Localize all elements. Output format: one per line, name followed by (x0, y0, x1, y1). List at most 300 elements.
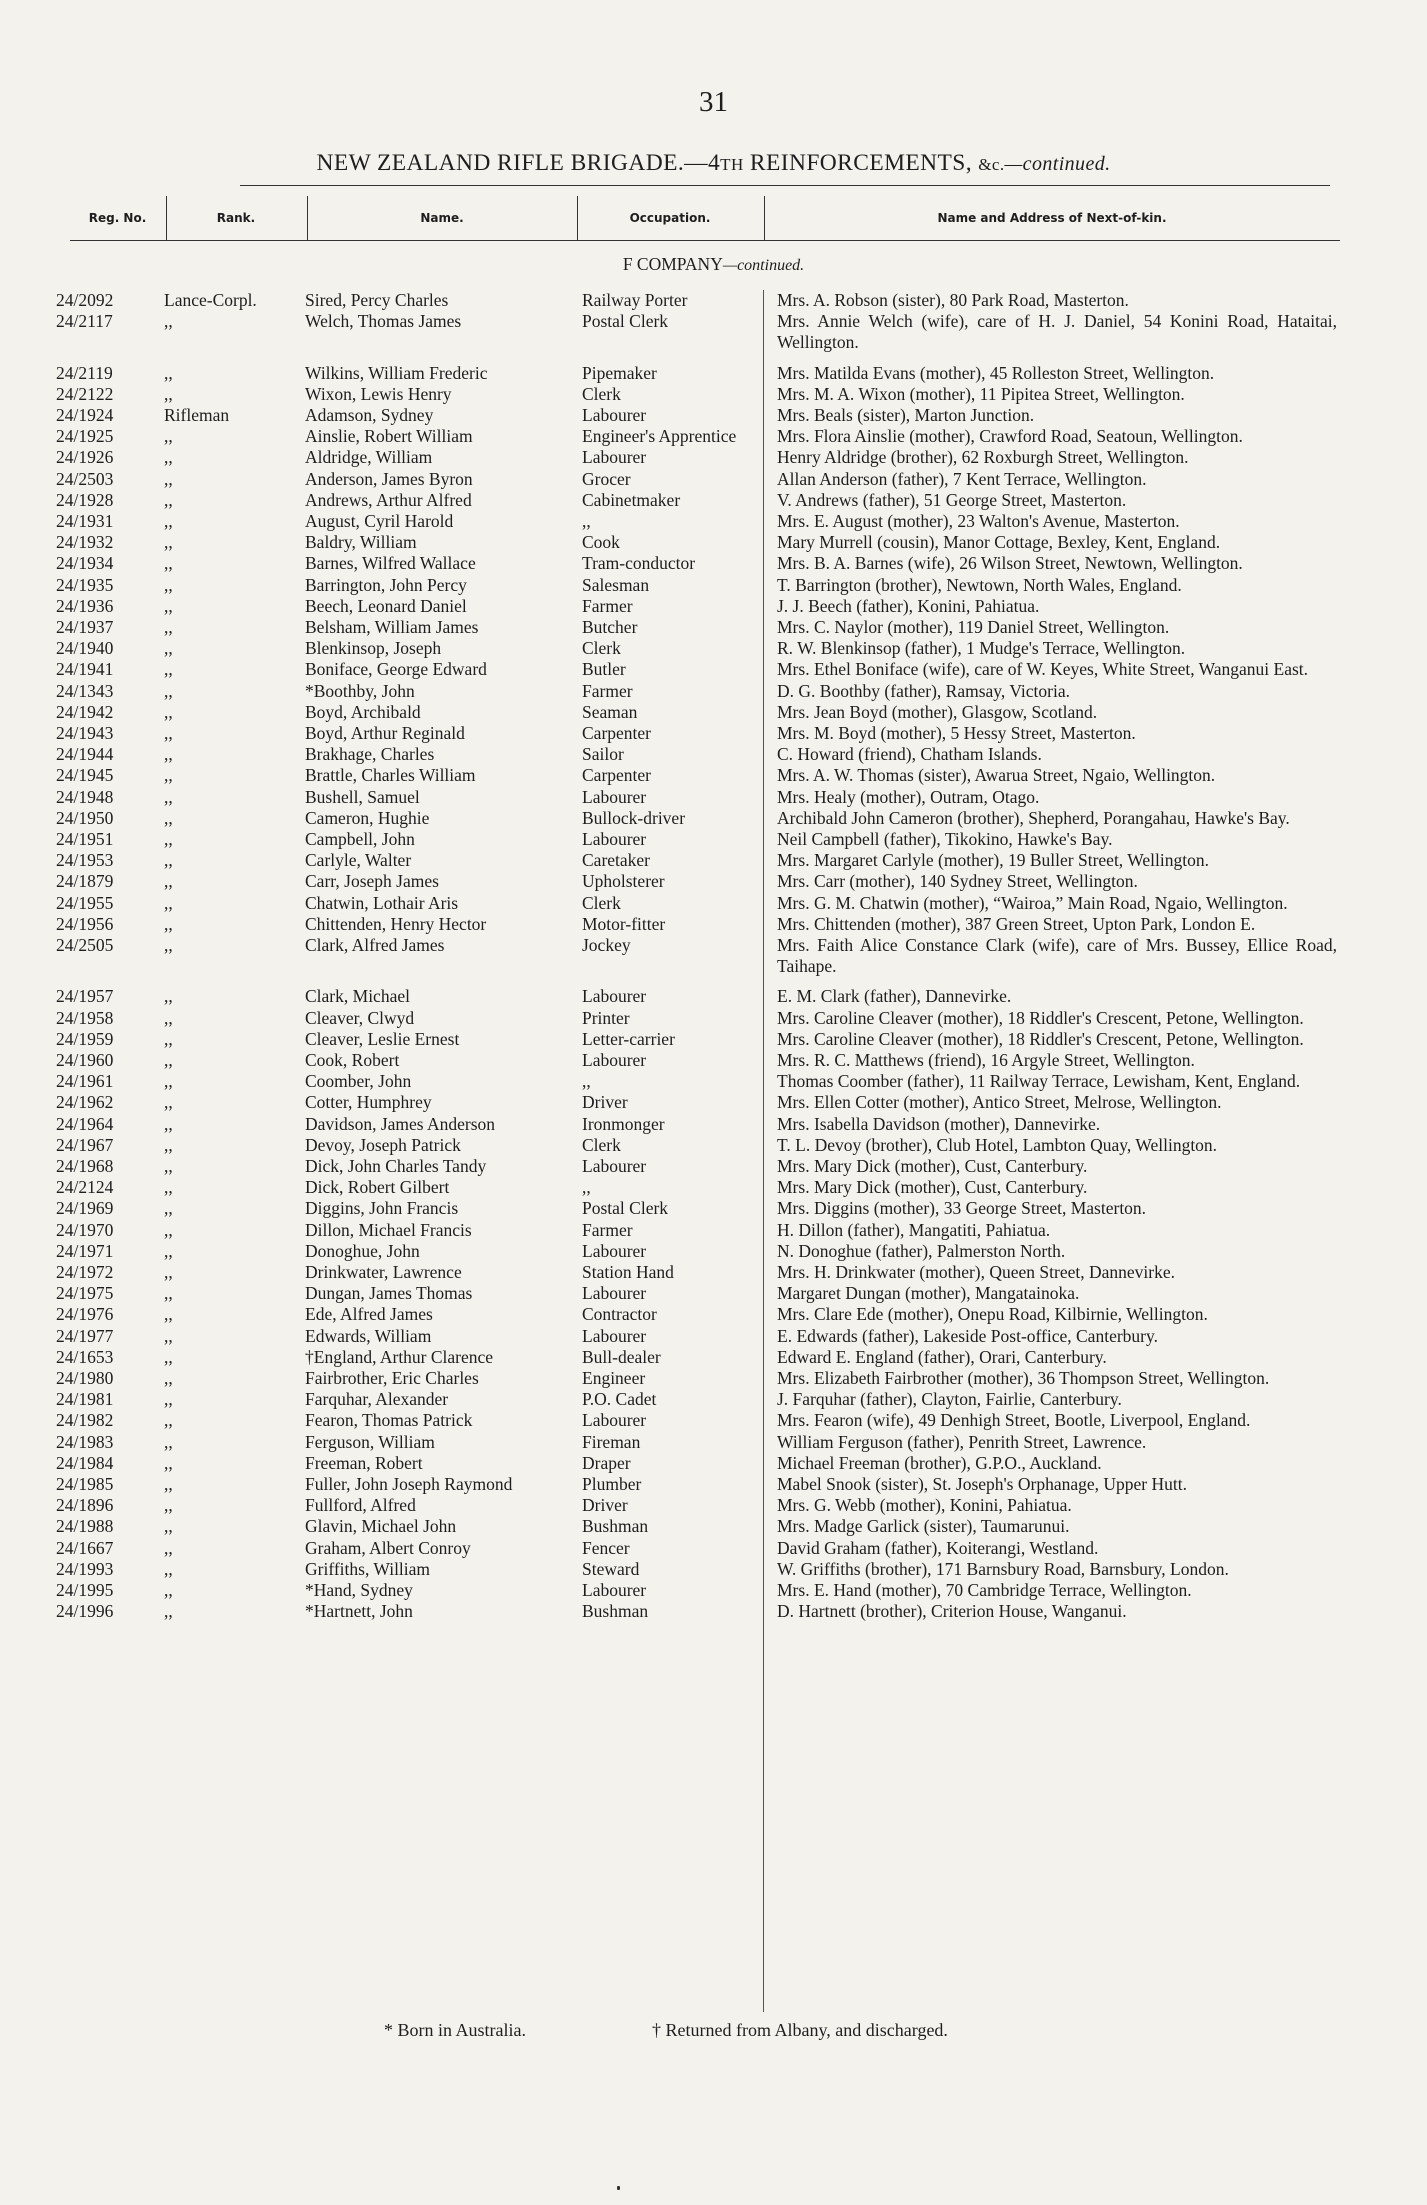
cell-reg-no: 24/1983 (56, 1431, 114, 1452)
cell-next-of-kin: Mrs. Beals (sister), Marton Junction. (777, 405, 1035, 425)
cell-rank: ,, (164, 850, 173, 871)
table-row (0, 290, 1427, 311)
table-row (0, 311, 1427, 353)
cell-name: Ferguson, William (305, 1431, 435, 1452)
cell-next-of-kin: William Ferguson (father), Penrith Street, Lawrence. (777, 1431, 1147, 1452)
cell-occupation: Labourer (582, 786, 647, 807)
table-row (0, 1283, 1427, 1304)
cell-occupation: Bullock-driver (582, 807, 686, 828)
cell-reg-no: 24/1961 (56, 1071, 114, 1092)
cell-reg-no: 24/1993 (56, 1558, 114, 1579)
cell-occupation: Bushman (582, 1601, 649, 1622)
header-reg-no: Reg. No. (88, 211, 147, 225)
cell-rank: ,, (164, 553, 173, 574)
cell-occupation: Butcher (582, 617, 638, 637)
cell-name: Carr, Joseph James (305, 871, 439, 892)
table-row (0, 1368, 1427, 1389)
cell-name: Fullford, Alfred (305, 1495, 416, 1516)
cell-rank: ,, (164, 1219, 173, 1240)
cell-name: Donoghue, John (305, 1240, 420, 1261)
cell-next-of-kin: Mrs. Matilda Evans (mother), 45 Rolleston Street, Wellington. (777, 362, 1215, 383)
cell-reg-no: 24/1937 (56, 617, 114, 637)
table-row (0, 914, 1427, 935)
cell-rank: ,, (164, 744, 173, 765)
cell-next-of-kin: Neil Campbell (father), Tikokino, Hawke's Bay. (777, 829, 1113, 849)
cell-name: Beech, Leonard Daniel (305, 595, 467, 616)
cell-next-of-kin: E. M. Clark (father), Dannevirke. (777, 986, 1012, 1007)
table-row (0, 1559, 1427, 1580)
cell-name: Brattle, Charles William (305, 765, 476, 786)
cell-occupation: Plumber (582, 1474, 642, 1494)
table-row (0, 405, 1427, 426)
cell-next-of-kin: Mrs. Madge Garlick (sister), Taumarunui. (777, 1516, 1070, 1537)
cell-reg-no: 24/1343 (56, 680, 114, 701)
cell-next-of-kin: Mrs. Margaret Carlyle (mother), 19 Buller Street, Wellington. (777, 850, 1209, 871)
cell-occupation: Postal Clerk (582, 1198, 669, 1219)
cell-next-of-kin: T. L. Devoy (brother), Club Hotel, Lambton Quay, Wellington. (777, 1134, 1218, 1155)
cell-occupation: Labourer (582, 1156, 647, 1176)
cell-rank: ,, (164, 1071, 173, 1092)
cell-next-of-kin: V. Andrews (father), 51 George Street, Masterton. (777, 489, 1127, 510)
cell-occupation: Engineer (582, 1368, 646, 1388)
section-label: F COMPANY (622, 254, 723, 274)
cell-name: Fairbrother, Eric Charles (305, 1368, 479, 1388)
cell-rank: ,, (164, 1452, 173, 1473)
cell-reg-no: 24/1943 (56, 723, 114, 743)
cell-occupation: Letter-carrier (582, 1028, 675, 1049)
cell-reg-no: 24/2503 (56, 468, 114, 489)
cell-name: Coomber, John (305, 1071, 412, 1092)
cell-occupation: Butler (582, 659, 626, 680)
header-occupation: Occupation. (629, 211, 711, 225)
cell-next-of-kin: Mrs. E. Hand (mother), 70 Cambridge Terrace, Wellington. (777, 1580, 1192, 1600)
cell-reg-no: 24/1928 (56, 489, 114, 510)
footnote-returned: † Returned from Albany, and discharged. (652, 2020, 948, 2040)
cell-rank: ,, (164, 1368, 173, 1388)
cell-rank: ,, (164, 426, 173, 447)
cell-reg-no: 24/1896 (56, 1495, 114, 1516)
cell-name: Drinkwater, Lawrence (305, 1262, 462, 1282)
cell-reg-no: 24/1969 (56, 1198, 114, 1219)
cell-reg-no: 24/1667 (56, 1537, 114, 1558)
page-number: 31 (699, 86, 728, 118)
cell-name: Fuller, John Joseph Raymond (305, 1474, 513, 1494)
cell-occupation: Carpenter (582, 723, 651, 743)
table-row (0, 1092, 1427, 1113)
cell-occupation: Caretaker (582, 850, 651, 871)
table-row (0, 1241, 1427, 1262)
cell-next-of-kin: Mrs. Diggins (mother), 33 George Street, Masterton. (777, 1198, 1147, 1219)
cell-name: Dillon, Michael Francis (305, 1219, 472, 1240)
cell-next-of-kin: Mrs. Ellen Cotter (mother), Antico Street, Melrose, Wellington. (777, 1092, 1222, 1113)
cell-reg-no: 24/1959 (56, 1028, 114, 1049)
cell-next-of-kin: Edward E. England (father), Orari, Canterbury. (777, 1346, 1107, 1367)
table-row (0, 744, 1427, 765)
section-continued: —continued. (722, 257, 805, 274)
table-row (0, 893, 1427, 914)
cell-occupation: Steward (582, 1558, 640, 1579)
cell-reg-no: 24/1953 (56, 850, 114, 871)
cell-rank: ,, (164, 1177, 173, 1198)
table-row (0, 1432, 1427, 1453)
cell-name: Ede, Alfred James (305, 1304, 433, 1325)
cell-rank: ,, (164, 1134, 173, 1155)
cell-reg-no: 24/1653 (56, 1346, 114, 1367)
cell-rank: ,, (164, 574, 173, 595)
cell-occupation: P.O. Cadet (582, 1389, 657, 1410)
cell-rank: ,, (164, 1580, 173, 1600)
cell-rank: ,, (164, 1537, 173, 1558)
cell-reg-no: 24/1944 (56, 744, 114, 765)
cell-occupation: ,, (582, 511, 591, 531)
cell-next-of-kin: Mrs. Flora Ainslie (mother), Crawford Road, Seatoun, Wellington. (777, 426, 1243, 447)
cell-next-of-kin: C. Howard (friend), Chatham Islands. (777, 744, 1042, 765)
table-row (0, 532, 1427, 553)
cell-next-of-kin: D. G. Boothby (father), Ramsay, Victoria. (777, 680, 1070, 701)
cell-occupation: Farmer (582, 595, 633, 616)
cell-reg-no: 24/1951 (56, 829, 114, 849)
table-row (0, 1262, 1427, 1283)
cell-name: Dungan, James Thomas (305, 1283, 473, 1304)
cell-next-of-kin: Mrs. Jean Boyd (mother), Glasgow, Scotland. (777, 701, 1098, 722)
cell-next-of-kin: Mrs. B. A. Barnes (wife), 26 Wilson Street, Newtown, Wellington. (777, 553, 1243, 574)
cell-occupation: Seaman (582, 701, 638, 722)
cell-reg-no: 24/1936 (56, 595, 114, 616)
cell-next-of-kin: Mrs. Ethel Boniface (wife), care of W. Keyes, White Street, Wanganui East. (777, 659, 1309, 680)
cell-occupation: Draper (582, 1452, 631, 1473)
cell-next-of-kin: Mrs. A. W. Thomas (sister), Awarua Street, Ngaio, Wellington. (777, 765, 1216, 786)
cell-name: Griffiths, William (305, 1558, 431, 1579)
table-row (0, 850, 1427, 871)
cell-occupation: Labourer (582, 1240, 647, 1261)
cell-next-of-kin: Mary Murrell (cousin), Manor Cottage, Bexley, Kent, England. (777, 532, 1221, 553)
cell-next-of-kin: Mrs. E. August (mother), 23 Walton's Avenue, Masterton. (777, 511, 1180, 531)
cell-next-of-kin: Mrs. C. Naylor (mother), 119 Daniel Street, Wellington. (777, 617, 1170, 637)
table-row (0, 1516, 1427, 1537)
cell-reg-no: 24/1945 (56, 765, 114, 786)
cell-rank: ,, (164, 892, 173, 913)
cell-rank: ,, (164, 1474, 173, 1494)
cell-occupation: ,, (582, 1177, 591, 1198)
cell-rank: ,, (164, 1495, 173, 1516)
cell-next-of-kin: Mabel Snook (sister), St. Joseph's Orphanage, Upper Hutt. (777, 1474, 1187, 1494)
cell-next-of-kin: Mrs. Mary Dick (mother), Cust, Canterbury. (777, 1156, 1088, 1176)
cell-name: Freeman, Robert (305, 1452, 423, 1473)
cell-name: Aldridge, William (305, 447, 433, 468)
cell-name: Blenkinsop, Joseph (305, 638, 442, 659)
cell-next-of-kin: Mrs. A. Robson (sister), 80 Park Road, Masterton. (777, 290, 1129, 310)
table-row (0, 1071, 1427, 1092)
cell-name: Dick, Robert Gilbert (305, 1177, 450, 1198)
cell-occupation: Sailor (582, 744, 624, 765)
cell-name: Davidson, James Anderson (305, 1113, 496, 1134)
cell-rank: ,, (164, 532, 173, 553)
cell-rank: ,, (164, 489, 173, 510)
table-row (0, 808, 1427, 829)
cell-rank: Rifleman (164, 405, 230, 425)
title-main: NEW ZEALAND RIFLE BRIGADE.—4 (316, 150, 721, 176)
cell-next-of-kin: W. Griffiths (brother), 171 Barnsbury Road, Barnsbury, London. (777, 1558, 1229, 1579)
cell-rank: ,, (164, 1050, 173, 1070)
cell-name: Farquhar, Alexander (305, 1389, 449, 1410)
cell-next-of-kin: J. J. Beech (father), Konini, Pahiatua. (777, 595, 1040, 616)
cell-occupation: Fireman (582, 1431, 641, 1452)
cell-next-of-kin: Mrs. Faith Alice Constance Clark (wife), care of Mrs. Bussey, Ellice Road, Taihape. (777, 935, 1337, 977)
cell-occupation: Station Hand (582, 1262, 674, 1282)
table-row (0, 638, 1427, 659)
cell-name: Cameron, Hughie (305, 807, 430, 828)
table-row (0, 1220, 1427, 1241)
cell-reg-no: 24/2122 (56, 383, 114, 404)
cell-reg-no: 24/1976 (56, 1304, 114, 1325)
cell-name: Cotter, Humphrey (305, 1092, 432, 1113)
cell-next-of-kin: Mrs. M. A. Wixon (mother), 11 Pipitea Street, Wellington. (777, 383, 1185, 404)
cell-occupation: Labourer (582, 405, 647, 425)
cell-name: Campbell, John (305, 829, 415, 849)
cell-reg-no: 24/1977 (56, 1325, 114, 1346)
cell-name: Boyd, Archibald (305, 701, 421, 722)
cell-name: Brakhage, Charles (305, 744, 435, 765)
table-row (0, 1453, 1427, 1474)
cell-occupation: Bull-dealer (582, 1346, 661, 1367)
cell-rank: ,, (164, 1389, 173, 1410)
cell-next-of-kin: E. Edwards (father), Lakeside Post-office, Canterbury. (777, 1325, 1158, 1346)
cell-rank: ,, (164, 1431, 173, 1452)
table-row (0, 986, 1427, 1007)
cell-name: Boyd, Arthur Reginald (305, 723, 465, 743)
cell-name: Cleaver, Leslie Ernest (305, 1028, 460, 1049)
cell-rank: ,, (164, 1410, 173, 1431)
cell-occupation: Tram-conductor (582, 553, 696, 574)
cell-rank: ,, (164, 1113, 173, 1134)
cell-occupation: Carpenter (582, 765, 651, 786)
cell-rank: ,, (164, 1346, 173, 1367)
cell-rank: Lance-Corpl. (164, 290, 257, 310)
table-row (0, 723, 1427, 744)
cell-occupation: Labourer (582, 1410, 647, 1431)
cell-reg-no: 24/1981 (56, 1389, 114, 1410)
cell-reg-no: 24/1964 (56, 1113, 114, 1134)
cell-name: Bushell, Samuel (305, 786, 420, 807)
cell-next-of-kin: Thomas Coomber (father), 11 Railway Terrace, Lewisham, Kent, England. (777, 1071, 1301, 1092)
cell-next-of-kin: Mrs. Healy (mother), Outram, Otago. (777, 786, 1040, 807)
table-row (0, 1135, 1427, 1156)
table-row (0, 553, 1427, 574)
cell-occupation: Labourer (582, 1050, 647, 1070)
cell-next-of-kin: Mrs. Fearon (wife), 49 Denhigh Street, Bootle, Liverpool, England. (777, 1410, 1251, 1431)
cell-occupation: Clerk (582, 383, 621, 404)
cell-name: Wilkins, William Frederic (305, 362, 488, 383)
cell-next-of-kin: Archibald John Cameron (brother), Shepherd, Porangahau, Hawke's Bay. (777, 807, 1290, 828)
table-row (0, 363, 1427, 384)
cell-rank: ,, (164, 383, 173, 404)
cell-occupation: Upholsterer (582, 871, 665, 892)
table-row (0, 490, 1427, 511)
table-row (0, 935, 1427, 977)
cell-name: Edwards, William (305, 1325, 432, 1346)
cell-reg-no: 24/2124 (56, 1177, 114, 1198)
table-row (0, 1474, 1427, 1495)
cell-name: Cleaver, Clwyd (305, 1007, 415, 1028)
cell-occupation: Farmer (582, 1219, 633, 1240)
cell-next-of-kin: Mrs. Mary Dick (mother), Cust, Canterbury. (777, 1177, 1088, 1198)
cell-name: *Hartnett, John (305, 1601, 413, 1622)
cell-occupation: Clerk (582, 892, 621, 913)
cell-occupation: Railway Porter (582, 290, 688, 310)
title-rule (240, 185, 1330, 186)
table-row (0, 596, 1427, 617)
cell-next-of-kin: N. Donoghue (father), Palmerston North. (777, 1240, 1066, 1261)
cell-reg-no: 24/1925 (56, 426, 114, 447)
cell-name: Chatwin, Lothair Aris (305, 892, 459, 913)
cell-rank: ,, (164, 1304, 173, 1325)
cell-reg-no: 24/1970 (56, 1219, 114, 1240)
cell-reg-no: 24/1942 (56, 701, 114, 722)
section-title (0, 254, 1427, 275)
cell-name: *Hand, Sydney (305, 1580, 413, 1600)
cell-name: Anderson, James Byron (305, 468, 473, 489)
cell-name: Adamson, Sydney (305, 405, 434, 425)
cell-occupation: Pipemaker (582, 362, 657, 383)
header-rank: Rank. (216, 211, 256, 225)
cell-reg-no: 24/1926 (56, 447, 114, 468)
table-row (0, 1156, 1427, 1177)
cell-occupation: Engineer's Apprentice (582, 426, 737, 447)
table-row (0, 1177, 1427, 1198)
cell-occupation: Labourer (582, 1283, 647, 1304)
cell-rank: ,, (164, 701, 173, 722)
cell-name: Ainslie, Robert William (305, 426, 473, 447)
roll-table-body (0, 290, 1427, 2030)
table-row (0, 871, 1427, 892)
cell-rank: ,, (164, 1156, 173, 1176)
table-row (0, 659, 1427, 680)
cell-reg-no: 24/1931 (56, 511, 114, 531)
cell-name: *Boothby, John (305, 680, 415, 701)
cell-name: Andrews, Arthur Alfred (305, 489, 472, 510)
cell-occupation: Labourer (582, 829, 647, 849)
cell-reg-no: 24/1982 (56, 1410, 114, 1431)
cell-next-of-kin: Mrs. Caroline Cleaver (mother), 18 Riddler's Crescent, Petone, Wellington. (777, 1007, 1304, 1028)
cell-name: Glavin, Michael John (305, 1516, 457, 1537)
cell-occupation: Cabinetmaker (582, 489, 681, 510)
cell-next-of-kin: D. Hartnett (brother), Criterion House, Wanganui. (777, 1601, 1127, 1622)
cell-reg-no: 24/1879 (56, 871, 114, 892)
cell-next-of-kin: Mrs. R. C. Matthews (friend), 16 Argyle Street, Wellington. (777, 1050, 1195, 1070)
cell-reg-no: 24/1934 (56, 553, 114, 574)
cell-rank: ,, (164, 1240, 173, 1261)
table-row (0, 1304, 1427, 1325)
cell-next-of-kin: Mrs. Annie Welch (wife), care of H. J. Daniel, 54 Konini Road, Hataitai, Wellington. (777, 311, 1337, 353)
cell-occupation: Contractor (582, 1304, 657, 1325)
table-row (0, 617, 1427, 638)
cell-next-of-kin: Mrs. Caroline Cleaver (mother), 18 Riddler's Crescent, Petone, Wellington. (777, 1028, 1304, 1049)
page-speck (617, 2186, 620, 2190)
cell-name: Clark, Alfred James (305, 935, 445, 955)
cell-rank: ,, (164, 1558, 173, 1579)
cell-rank: ,, (164, 447, 173, 468)
cell-name: Chittenden, Henry Hector (305, 913, 487, 934)
cell-next-of-kin: Mrs. Carr (mother), 140 Sydney Street, Wellington. (777, 871, 1138, 892)
cell-name: Devoy, Joseph Patrick (305, 1134, 461, 1155)
cell-reg-no: 24/1988 (56, 1516, 114, 1537)
cell-reg-no: 24/1956 (56, 913, 114, 934)
title-etc: &c. (978, 155, 1005, 174)
cell-next-of-kin: H. Dillon (father), Mangatiti, Pahiatua. (777, 1219, 1051, 1240)
cell-rank: ,, (164, 1092, 173, 1113)
table-row (0, 829, 1427, 850)
cell-reg-no: 24/1950 (56, 807, 114, 828)
cell-reg-no: 24/1972 (56, 1262, 114, 1282)
cell-occupation: Postal Clerk (582, 311, 669, 332)
cell-occupation: Motor-fitter (582, 913, 666, 934)
cell-next-of-kin: Mrs. Elizabeth Fairbrother (mother), 36 Thompson Street, Wellington. (777, 1368, 1270, 1388)
cell-name: Baldry, William (305, 532, 417, 553)
cell-rank: ,, (164, 1262, 173, 1282)
cell-occupation: Farmer (582, 680, 633, 701)
cell-name: Diggins, John Francis (305, 1198, 459, 1219)
cell-reg-no: 24/1971 (56, 1240, 114, 1261)
table-row (0, 1580, 1427, 1601)
cell-reg-no: 24/2117 (56, 311, 113, 332)
cell-reg-no: 24/2092 (56, 290, 114, 310)
cell-rank: ,, (164, 829, 173, 849)
cell-name: Barrington, John Percy (305, 574, 467, 595)
cell-next-of-kin: Mrs. H. Drinkwater (mother), Queen Street, Dannevirke. (777, 1262, 1175, 1282)
cell-reg-no: 24/1935 (56, 574, 114, 595)
cell-next-of-kin: J. Farquhar (father), Clayton, Fairlie, Canterbury. (777, 1389, 1122, 1410)
table-row (0, 511, 1427, 532)
cell-next-of-kin: Mrs. Clare Ede (mother), Onepu Road, Kilbirnie, Wellington. (777, 1304, 1208, 1325)
cell-name: Fearon, Thomas Patrick (305, 1410, 473, 1431)
cell-occupation: Jockey (582, 935, 631, 955)
table-row (0, 1495, 1427, 1516)
cell-reg-no: 24/1967 (56, 1134, 114, 1155)
cell-reg-no: 24/1962 (56, 1092, 114, 1113)
table-row (0, 1389, 1427, 1410)
table-row (0, 384, 1427, 405)
table-row (0, 1029, 1427, 1050)
cell-occupation: Salesman (582, 574, 650, 595)
cell-occupation: Labourer (582, 1580, 647, 1600)
cell-occupation: Driver (582, 1495, 628, 1516)
cell-rank: ,, (164, 765, 173, 786)
header-next-of-kin: Name and Address of Next-of-kin. (937, 211, 1167, 225)
cell-reg-no: 24/1958 (56, 1007, 114, 1028)
cell-reg-no: 24/1960 (56, 1050, 114, 1070)
table-row (0, 426, 1427, 447)
cell-name: Cook, Robert (305, 1050, 400, 1070)
cell-reg-no: 24/1980 (56, 1368, 114, 1388)
cell-rank: ,, (164, 511, 173, 531)
cell-next-of-kin: Henry Aldridge (brother), 62 Roxburgh Street, Wellington. (777, 447, 1189, 468)
table-row (0, 575, 1427, 596)
cell-name: Boniface, George Edward (305, 659, 487, 680)
cell-rank: ,, (164, 935, 173, 955)
cell-reg-no: 24/1996 (56, 1601, 114, 1622)
table-row (0, 787, 1427, 808)
cell-occupation: Labourer (582, 447, 647, 468)
table-row (0, 1050, 1427, 1071)
cell-rank: ,, (164, 617, 173, 637)
table-row (0, 681, 1427, 702)
cell-rank: ,, (164, 871, 173, 892)
cell-rank: ,, (164, 680, 173, 701)
title-mid: REINFORCEMENTS, (743, 150, 979, 176)
cell-rank: ,, (164, 1325, 173, 1346)
cell-rank: ,, (164, 362, 173, 383)
cell-next-of-kin: Mrs. M. Boyd (mother), 5 Hessy Street, Masterton. (777, 723, 1136, 743)
